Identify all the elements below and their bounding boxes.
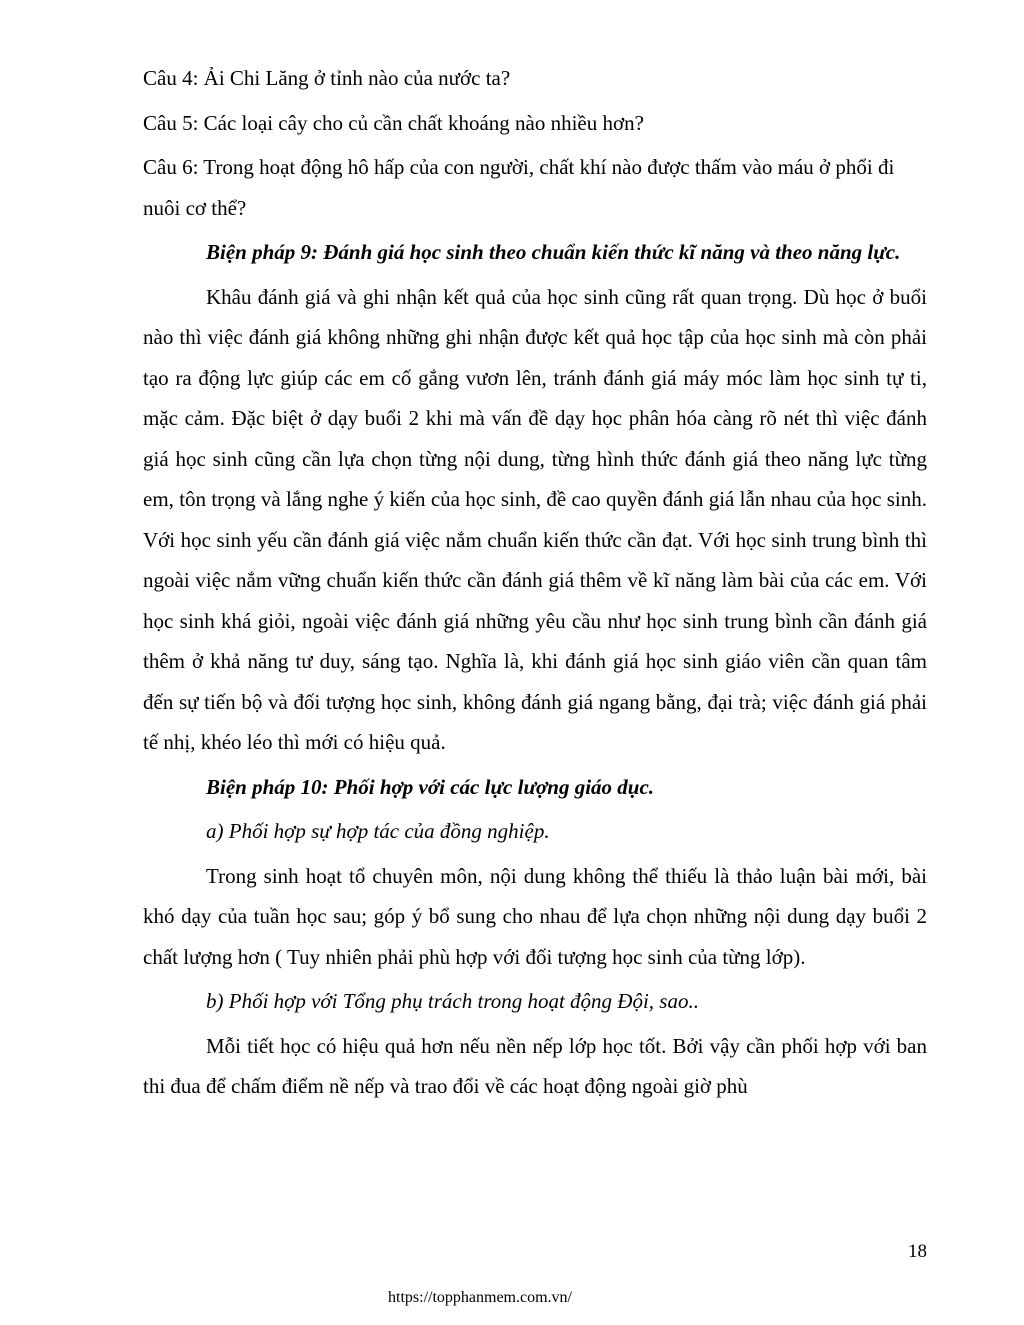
measure-10-paragraph-b: Mỗi tiết học có hiệu quả hơn nếu nền nếp lớp học tốt. Bởi vậy cần phối hợp với ban thi đua để chấm điểm nề nếp và trao đổi về các hoạt động ngoài giờ phù <box>143 1033 927 1098</box>
question-6: Câu 6: Trong hoạt động hô hấp của con người, chất khí nào được thấm vào máu ở phổi đi nuôi cơ thể? <box>143 155 895 220</box>
page-content <box>143 58 927 1107</box>
footer-url: https://topphanmem.com.vn/ <box>388 1289 572 1306</box>
measure-10-heading: Biện pháp 10: Phối hợp với các lực lượng giáo dục. <box>206 774 655 799</box>
measure-10-subheading-a: a) Phối hợp sự hợp tác của đồng nghiệp. <box>206 819 550 843</box>
question-5: Câu 5: Các loại cây cho củ cần chất khoáng nào nhiều hơn? <box>143 110 644 135</box>
page-number: 18 <box>908 1241 927 1262</box>
measure-9-heading: Biện pháp 9: Đánh giá học sinh theo chuẩn kiến thức kĩ năng và theo năng lực. <box>206 240 901 264</box>
measure-9-paragraph: Khâu đánh giá và ghi nhận kết quả của học sinh cũng rất quan trọng. Dù học ở buổi nào thì việc đánh giá không những ghi nhận được kết quả học tập của học sinh mà còn phải tạo ra động lực giúp các em cố gắng vươn lên, tránh đánh giá máy móc làm học sinh tự ti, mặc cảm. Đặc biệt ở dạy buổi 2 khi mà vấn đề dạy học phân hóa càng rõ nét thì việc đánh giá học sinh cũng cần lựa chọn từng nội dung, từng hình thức đánh giá theo năng lực từng em, tôn trọng và lắng nghe ý kiến của học sinh, đề cao quyền đánh giá lẫn nhau của học sinh. Với học sinh yếu cần đánh giá việc nắm chuẩn kiến thức cần đạt. Với học sinh trung bình thì ngoài việc nắm vững chuẩn kiến thức cần đánh giá thêm về kĩ năng làm bài của các em. Với học sinh khá giỏi, ngoài việc đánh giá những yêu cầu như học sinh trung bình cần đánh giá thêm ở khả năng tư duy, sáng tạo. Nghĩa là, khi đánh giá học sinh giáo viên cần quan tâm đến sự tiến bộ và đối tượng học sinh, không đánh giá ngang bằng, đại trà; việc đánh giá phải tế nhị, khéo léo thì mới có hiệu quả. <box>143 284 927 754</box>
question-4: Câu 4: Ải Chi Lăng ở tỉnh nào của nước ta? <box>143 66 511 90</box>
measure-10-paragraph-a: Trong sinh hoạt tổ chuyên môn, nội dung không thể thiếu là thảo luận bài mới, bài khó dạy của tuần học sau; góp ý bổ sung cho nhau để lựa chọn những nội dung dạy buổi 2 chất lượng hơn ( Tuy nhiên phải phù hợp với đối tượng học sinh của từng lớp). <box>143 863 927 969</box>
measure-10-subheading-b: b) Phối hợp với Tổng phụ trách trong hoạt động Đội, sao.. <box>206 989 699 1013</box>
